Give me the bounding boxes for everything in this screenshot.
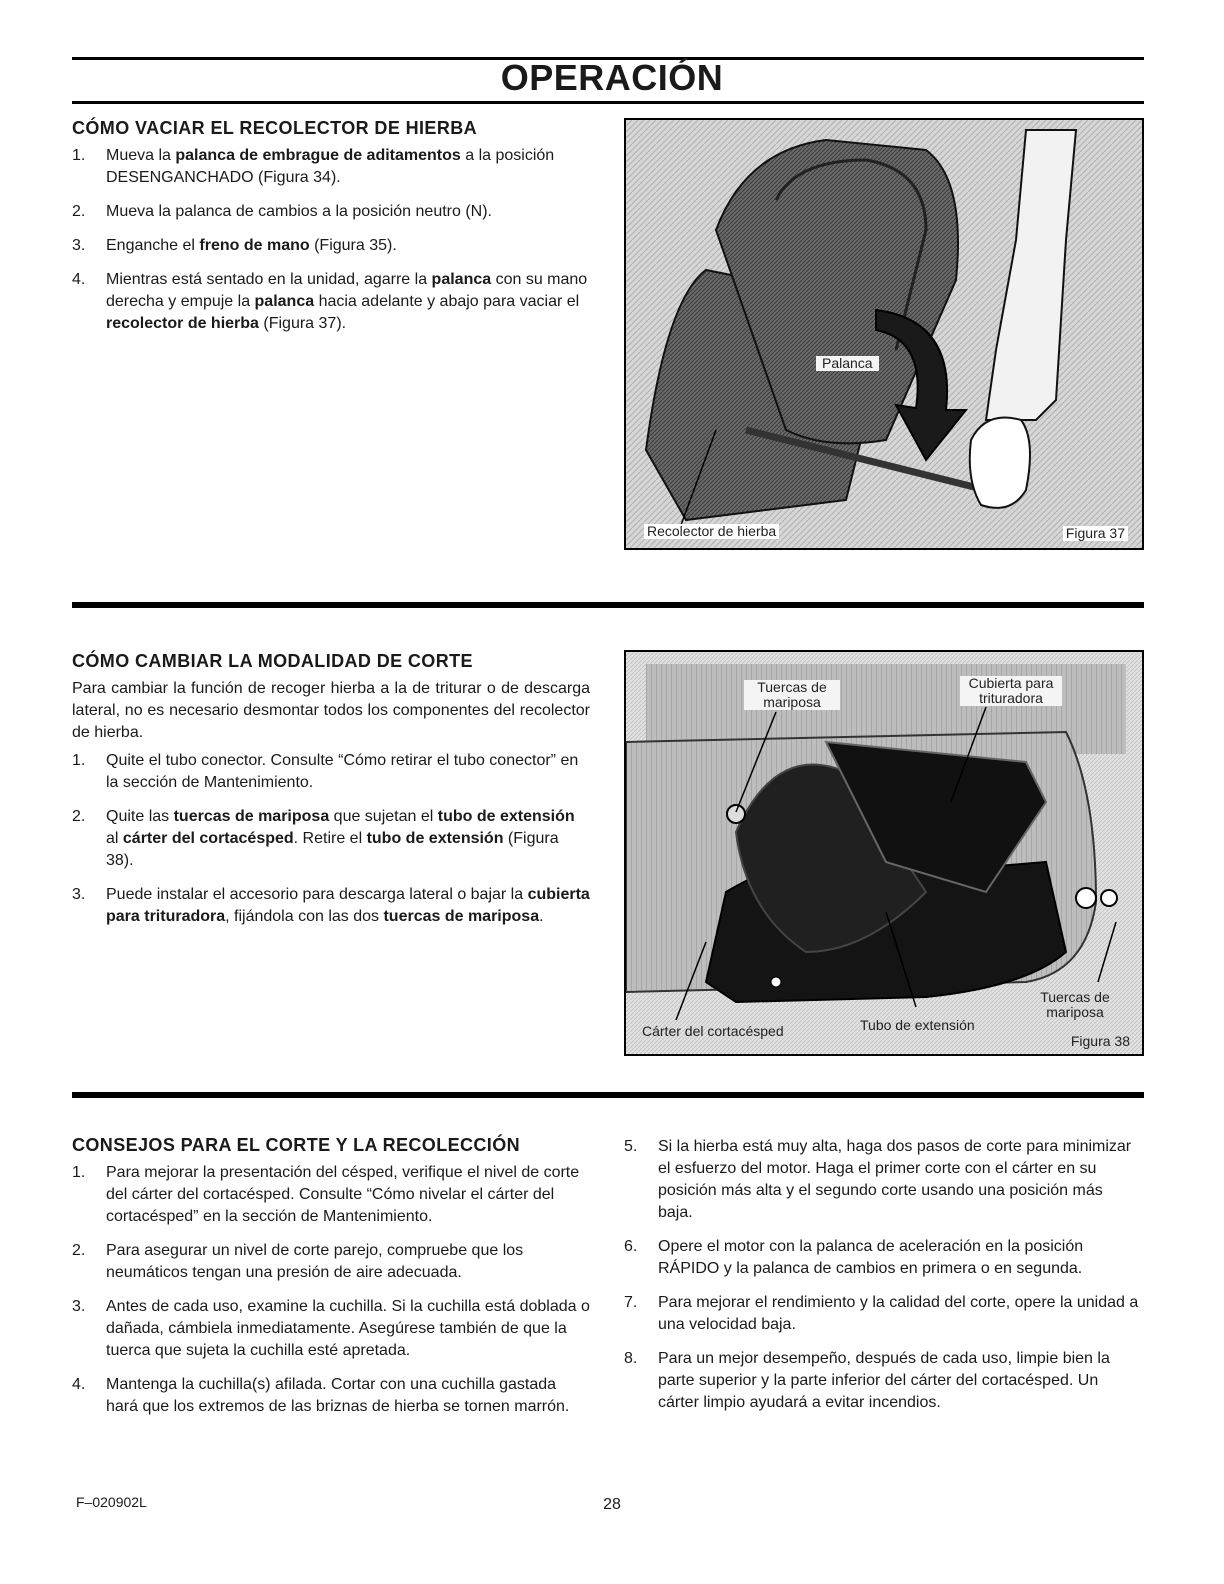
- deck-bolt: [771, 977, 781, 987]
- section-tips: [72, 1134, 592, 1430]
- step-number: 7.: [624, 1294, 638, 1311]
- list-item: [72, 145, 590, 189]
- step-fragment: Antes de cada uso, examine la cuchilla. Si la cuchilla está doblada o dañada, cámbiela inmediatamente. Asegúrese también de que la tuerca que sujeta la cuchilla esté apretada.: [106, 1298, 590, 1359]
- step-term: tubo de extensión: [437, 808, 575, 825]
- label-collector: Recolector de hierba: [644, 524, 779, 539]
- step-text: [658, 1350, 1110, 1411]
- step-number: 6.: [624, 1238, 638, 1255]
- step-term: tuercas de mariposa: [173, 808, 330, 825]
- step-fragment: hacia adelante y abajo para vaciar el: [314, 293, 580, 310]
- list-item: [624, 1348, 1140, 1414]
- step-text: [658, 1294, 1138, 1333]
- step-number: 5.: [624, 1138, 638, 1155]
- section-divider-2: [72, 1092, 1144, 1098]
- label-deck: Cárter del cortacésped: [642, 1023, 784, 1039]
- wing-nut-top: [727, 805, 745, 823]
- step-text: [106, 886, 590, 925]
- step-term: palanca de embrague de aditamentos: [175, 147, 461, 164]
- step-fragment: Mientras está sentado en la unidad, agarre la: [106, 271, 432, 288]
- label-tube: Tubo de extensión: [860, 1017, 975, 1033]
- wing-nut-right: [1076, 888, 1096, 908]
- step-fragment: , fijándola con las dos: [225, 908, 384, 925]
- step-text: [106, 237, 397, 254]
- section-intro: Para cambiar la función de recoger hierba a la de triturar o de descarga lateral, no es necesario desmontar todos los componentes del recolector de hierba.: [72, 680, 590, 741]
- step-number: 3.: [72, 237, 86, 254]
- list-item: [624, 1292, 1140, 1336]
- section-tips-right: [624, 1136, 1140, 1426]
- step-number: 1.: [72, 147, 86, 164]
- step-text: [106, 1298, 590, 1359]
- step-fragment: Enganche el: [106, 237, 200, 254]
- step-fragment: . Retire el: [293, 830, 367, 847]
- step-number: 2.: [72, 808, 86, 825]
- step-number: 1.: [72, 752, 86, 769]
- step-text: [106, 271, 587, 332]
- step-number: 4.: [72, 1376, 86, 1393]
- figure-38: [624, 650, 1144, 1056]
- step-fragment: que sujetan el: [329, 808, 438, 825]
- step-fragment: Mantenga la cuchilla(s) afilada. Cortar con una cuchilla gastada hará que los extremos de las briznas de hierba se tornen marrón.: [106, 1376, 570, 1415]
- step-term: cubierta para trituradora: [106, 886, 590, 925]
- list-item: [72, 750, 590, 794]
- figure-37-caption: Figura 37: [1063, 526, 1128, 541]
- figure-37-illustration: [626, 120, 1142, 548]
- label-mulch-cover: Cubierta para trituradora: [960, 676, 1062, 706]
- step-fragment: Puede instalar el accesorio para descarga lateral o bajar la: [106, 886, 528, 903]
- step-fragment: Mueva la: [106, 147, 176, 164]
- section-heading: CÓMO CAMBIAR LA MODALIDAD DE CORTE: [72, 651, 473, 671]
- step-fragment: Quite las: [106, 808, 174, 825]
- document-code: F–020902L: [76, 1494, 147, 1510]
- step-fragment: con su mano derecha y empuje la: [106, 271, 588, 310]
- wing-nut-right-2: [1101, 890, 1117, 906]
- steps-list: [72, 750, 590, 928]
- list-item: [72, 269, 590, 335]
- step-number: 1.: [72, 1164, 86, 1181]
- steps-list-left: [72, 1162, 592, 1418]
- step-fragment: (Figura 38).: [106, 830, 559, 869]
- step-fragment: (Figura 37).: [258, 315, 347, 332]
- section-heading: CONSEJOS PARA EL CORTE Y LA RECOLECCIÓN: [72, 1135, 520, 1155]
- step-fragment: a la posición DESENGANCHADO (Figura 34).: [106, 147, 555, 186]
- figure-37: [624, 118, 1144, 550]
- page-title: OPERACIÓN: [500, 57, 724, 98]
- step-term: recolector de hierba: [106, 315, 259, 332]
- list-item: [72, 1162, 592, 1228]
- step-text: [658, 1138, 1131, 1221]
- list-item: [72, 1296, 592, 1362]
- step-number: 2.: [72, 1242, 86, 1259]
- section-divider-1: [72, 602, 1144, 608]
- step-term: palanca: [431, 271, 492, 288]
- step-number: 3.: [72, 886, 86, 903]
- step-text: [106, 1376, 569, 1415]
- label-lever: Palanca: [816, 356, 879, 371]
- step-text: [106, 1242, 523, 1281]
- step-fragment: Mueva la palanca de cambios a la posición neutro (N).: [106, 203, 492, 220]
- list-item: [72, 1374, 592, 1418]
- list-item: [72, 884, 590, 928]
- step-fragment: (Figura 35).: [309, 237, 397, 254]
- page-number: 28: [603, 1496, 621, 1513]
- steps-list: [72, 145, 590, 335]
- section-empty-collector: [72, 117, 590, 347]
- step-term: palanca: [254, 293, 315, 310]
- step-term: tuercas de mariposa: [383, 908, 540, 925]
- step-text: [658, 1238, 1083, 1277]
- step-text: [106, 752, 578, 791]
- step-fragment: Para un mejor desempeño, después de cada uso, limpie bien la parte superior y la parte inferior del cárter del cortacésped. Un cárter limpio ayudará a evitar incendios.: [658, 1350, 1110, 1411]
- figure-38-caption: Figura 38: [1070, 1033, 1130, 1049]
- step-fragment: Para mejorar la presentación del césped, verifique el nivel de corte del cárter del cortacésped. Consulte “Cómo nivelar el cárter del cortacésped” en la sección de Mantenimiento.: [106, 1164, 580, 1225]
- step-text: [106, 147, 554, 186]
- step-term: freno de mano: [199, 237, 310, 254]
- step-text: [106, 203, 492, 220]
- step-number: 8.: [624, 1350, 638, 1367]
- step-fragment: Para asegurar un nivel de corte parejo, compruebe que los neumáticos tengan una presión de aire adecuada.: [106, 1242, 524, 1281]
- step-number: 3.: [72, 1298, 86, 1315]
- step-fragment: .: [539, 908, 544, 925]
- list-item: [72, 235, 590, 257]
- steps-list-right: [624, 1136, 1140, 1414]
- operator-hand: [970, 418, 1030, 508]
- step-term: cárter del cortacésped: [122, 830, 294, 847]
- title-underline: [72, 101, 1144, 104]
- step-text: [106, 1164, 579, 1225]
- step-fragment: Si la hierba está muy alta, haga dos pasos de corte para minimizar el esfuerzo del motor. Haga el primer corte con el cárter en su posición más alta y el segundo corte usando una posición más baja.: [658, 1138, 1132, 1221]
- list-item: [624, 1236, 1140, 1280]
- label-wingnuts-top: Tuercas de mariposa: [744, 680, 840, 710]
- list-item: [72, 806, 590, 872]
- section-change-mode: [72, 650, 590, 940]
- step-number: 4.: [72, 271, 86, 288]
- list-item: [72, 1240, 592, 1284]
- list-item: [72, 201, 590, 223]
- label-wingnuts-right: Tuercas de mariposa: [1040, 989, 1110, 1020]
- list-item: [624, 1136, 1140, 1224]
- step-term: tubo de extensión: [366, 830, 504, 847]
- step-text: [106, 808, 575, 869]
- step-fragment: Quite el tubo conector. Consulte “Cómo retirar el tubo conector” en la sección de Mantenimiento.: [106, 752, 579, 791]
- step-fragment: Opere el motor con la palanca de aceleración en la posición RÁPIDO y la palanca de cambios en primera o en segunda.: [658, 1238, 1084, 1277]
- step-fragment: al: [106, 830, 123, 847]
- step-number: 2.: [72, 203, 86, 220]
- section-heading: CÓMO VACIAR EL RECOLECTOR DE HIERBA: [72, 118, 478, 138]
- step-fragment: Para mejorar el rendimiento y la calidad del corte, opere la unidad a una velocidad baja.: [658, 1294, 1139, 1333]
